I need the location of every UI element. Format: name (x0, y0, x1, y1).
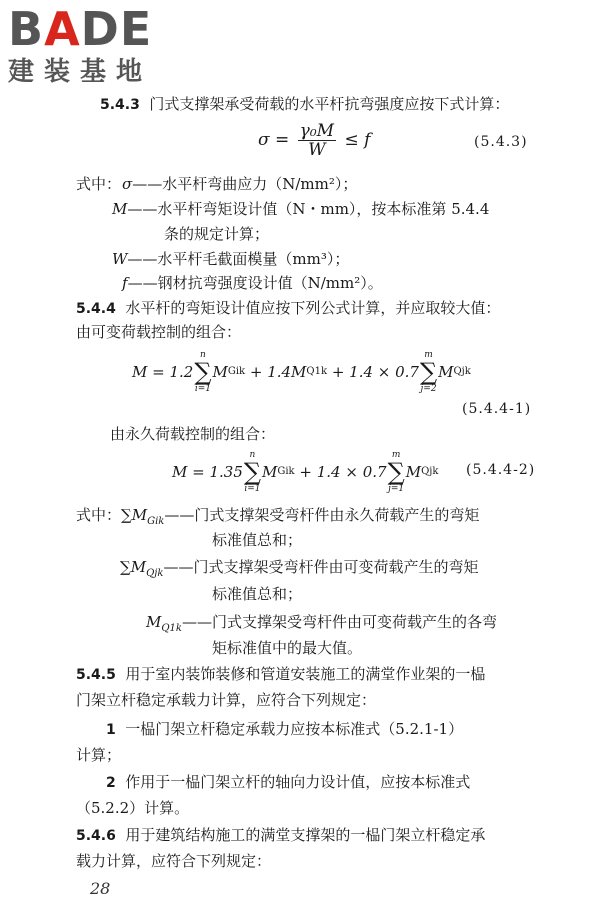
item-2-cont: （5.2.2）计算。 (76, 799, 190, 817)
item-1-cont: 计算； (76, 746, 122, 764)
permanent-load-combination-label: 由永久荷载控制的组合： (110, 425, 276, 443)
definition-sum-mgik-cont: 标准值总和； (212, 531, 303, 549)
fraction-denominator: W (308, 140, 326, 160)
definition-w: W——水平杆毛截面模量（mm³）； (112, 250, 350, 268)
definition-mq1k: $M_{Q1k}——$门式支撑架受弯杆件由可变荷载产生的各弯 (146, 613, 497, 634)
equation-number-5-4-4-2: (5.4.4-2) (466, 462, 536, 478)
section-5-4-5-cont: 门架立杆稳定承载力计算，应符合下列规定： (76, 691, 377, 709)
logo-accent-letter: A (44, 2, 81, 56)
where-label-2: 式中：$\sum M_{Gik}——$门式支撑架受弯杆件由永久荷载产生的弯矩 (76, 506, 480, 527)
definition-m: M——水平杆弯矩设计值（N・mm），按本标准第 5.4.4 (112, 200, 490, 218)
section-5-4-5-heading (76, 664, 485, 685)
summation-symbol: m ∑ j=1 (387, 450, 405, 494)
section-number: 5.4.5 (76, 667, 116, 683)
logo-wordmark: BADE (8, 2, 153, 56)
section-number: 5.4.3 (100, 97, 140, 113)
item-2: 2 作用于一榀门架立杆的轴向力设计值，应按本标准式 (106, 773, 471, 791)
section-text: 水平杆的弯矩设计值应按下列公式计算，并应取较大值： (125, 299, 501, 317)
variable-load-combination-label: 由可变荷载控制的组合： (76, 323, 242, 341)
brand-logo (8, 4, 152, 88)
section-5-4-6-heading (76, 825, 485, 846)
definition-sum-mqjk: $\sum M_{Qjk}——$门式支撑架受弯杆件由可变荷载产生的弯矩 (120, 558, 479, 579)
formula-5-4-3: σ = $\frac{\text{γ₀M}}{W}$ ≤ f (258, 121, 371, 160)
summation-symbol: m ∑ j=2 (419, 350, 438, 394)
definition-m-cont: 条的规定计算； (164, 225, 270, 243)
definition-sum-mqjk-cont: 标准值总和； (212, 585, 303, 603)
section-text: 门式支撑架承受荷载的水平杆抗弯强度应按下式计算： (149, 95, 510, 113)
logo-subtitle: 建装基地 (8, 57, 153, 87)
summation-symbol: n ∑ i=1 (194, 350, 212, 394)
section-text: 用于室内装饰装修和管道安装施工的满堂作业架的一榀 (125, 665, 486, 683)
where-label-1: 式中： (76, 175, 122, 193)
fraction-numerator: γ₀M (299, 121, 335, 141)
equation-number-5-4-3: (5.4.3) (474, 134, 528, 150)
definition-mq1k-cont: 矩标准值中的最大值。 (212, 639, 363, 657)
section-5-4-4-heading (76, 298, 500, 319)
definition-f: f——钢材抗弯强度设计值（N/mm²）。 (122, 274, 383, 292)
section-5-4-6-cont: 载力计算，应符合下列规定： (76, 852, 272, 870)
definition-sigma: σ——水平杆弯曲应力（N/mm²）； (122, 175, 358, 193)
section-5-4-3-heading (100, 94, 509, 115)
item-1: 1 一榀门架立杆稳定承载力应按本标准式（5.2.1-1） (106, 720, 464, 738)
formula-5-4-4-1: M = 1.2 n ∑ i=1 M Gik + 1.4M Q1k + 1.4 × 0.7 m ∑ j=2 M Qjk (132, 350, 471, 394)
section-text: 用于建筑结构施工的满堂支撑架的一榀门架立杆稳定承 (125, 826, 486, 844)
section-number: 5.4.4 (76, 301, 116, 317)
formula-5-4-4-2: M = 1.35 n ∑ i=1 M Gik + 1.4 × 0.7 m ∑ j=1 M Qjk (172, 450, 439, 494)
equation-number-5-4-4-1: (5.4.4-1) (462, 401, 532, 417)
section-number: 5.4.6 (76, 828, 116, 844)
summation-symbol: n ∑ i=1 (243, 450, 262, 494)
page-number: 28 (90, 879, 111, 898)
